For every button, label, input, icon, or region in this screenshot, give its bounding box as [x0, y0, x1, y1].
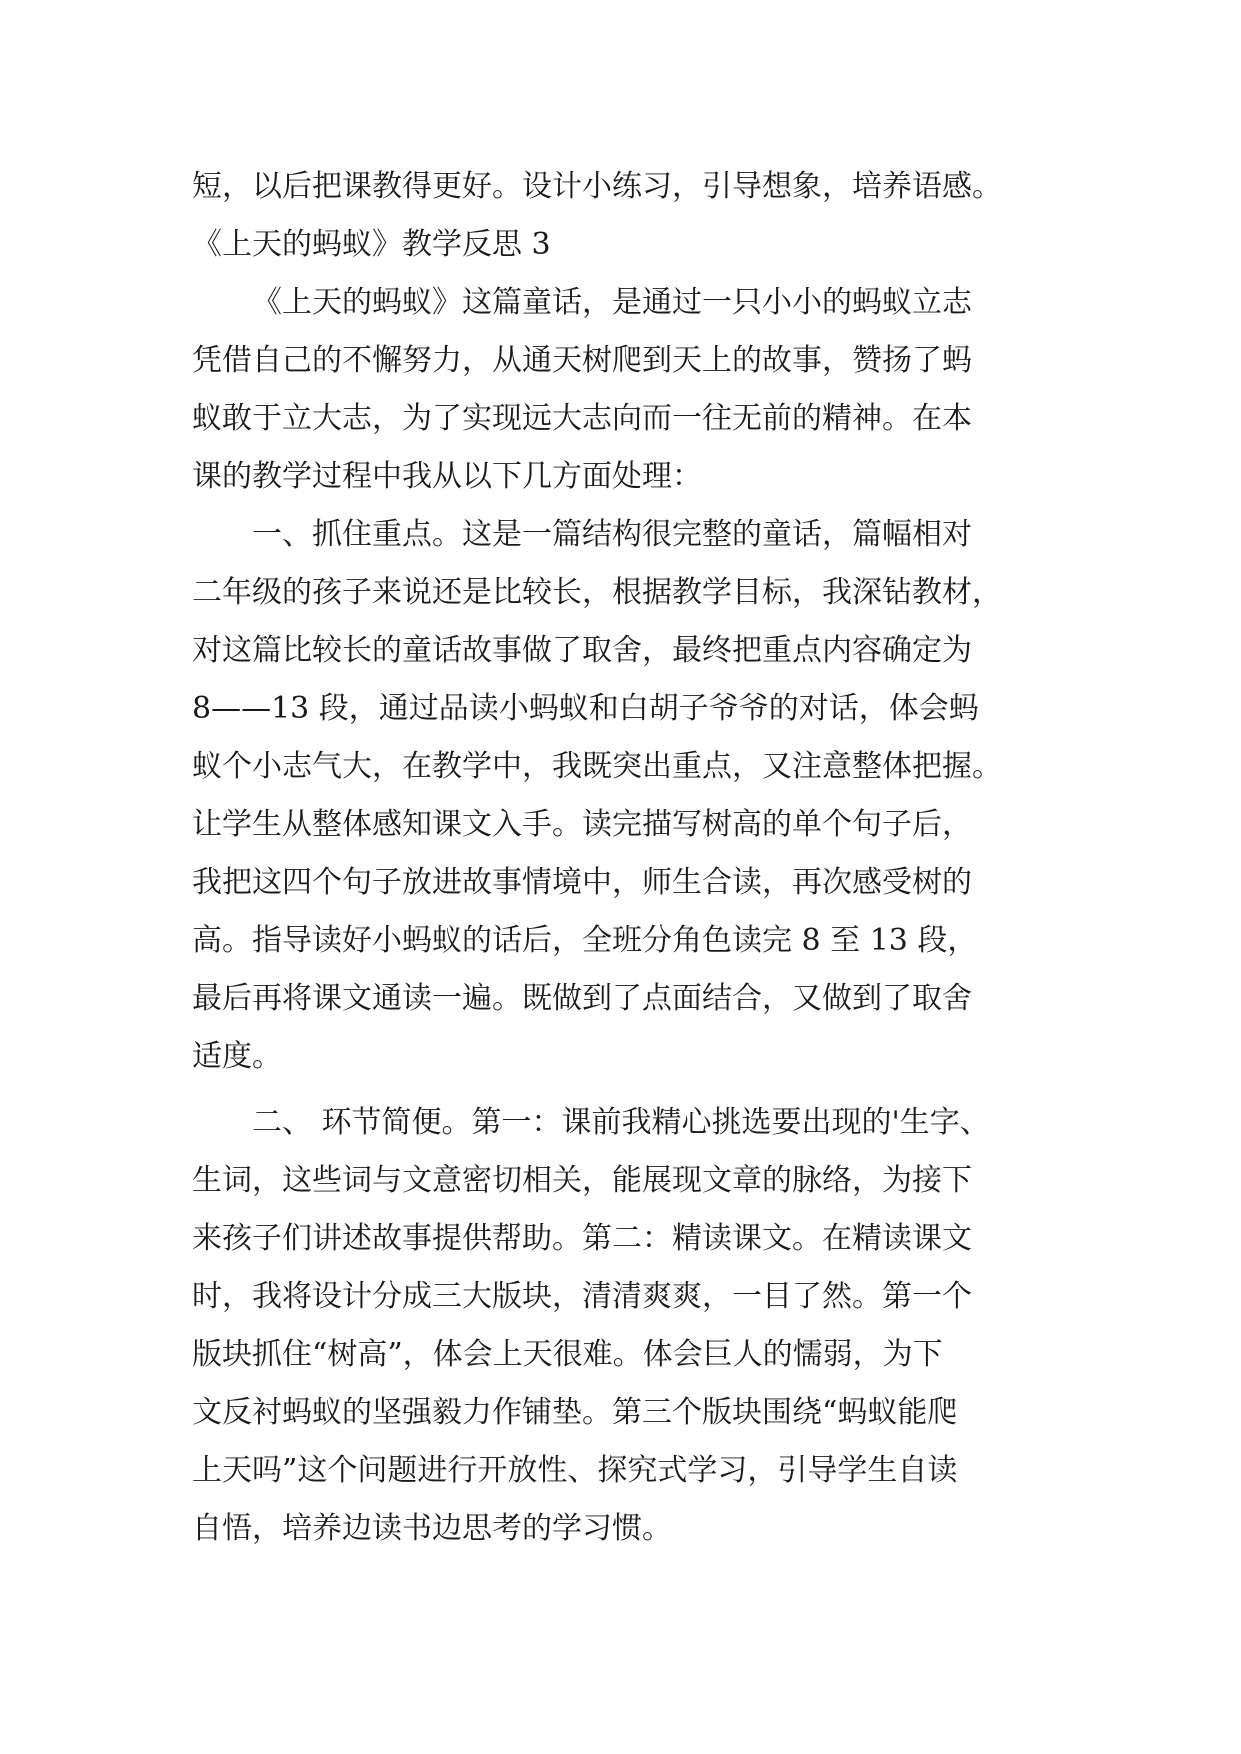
paragraph-line: 二年级的孩子来说还是比较长，根据教学目标，我深钻教材，: [192, 575, 1002, 610]
paragraph-line: 时，我将设计分成三大版块，清清爽爽，一目了然。第一个: [192, 1279, 972, 1314]
paragraph-line: 文反衬蚂蚁的坚强毅力作铺垫。第三个版块围绕“蚂蚁能爬: [192, 1395, 958, 1430]
paragraph-line: 我把这四个句子放进故事情境中，师生合读，再次感受树的: [192, 865, 972, 900]
paragraph-line: 8——13 段，通过品读小蚂蚁和白胡子爷爷的对话，体会蚂: [192, 691, 979, 726]
paragraph-line: 让学生从整体感知课文入手。读完描写树高的单个句子后，: [192, 807, 972, 842]
paragraph-line: 生词，这些词与文意密切相关，能展现文章的脉络，为接下: [192, 1163, 972, 1198]
paragraph-line: 蚁敢于立大志，为了实现远大志向而一往无前的精神。在本: [192, 401, 972, 436]
paragraph-line: 高。指导读好小蚂蚁的话后，全班分角色读完 8 至 13 段，: [192, 923, 978, 958]
paragraph-line: 一、抓住重点。这是一篇结构很完整的童话，篇幅相对: [252, 517, 972, 552]
paragraph-line: 二、 环节简便。第一：课前我精心挑选要出现的'生字、: [252, 1105, 990, 1140]
paragraph-line: 来孩子们讲述故事提供帮助。第二：精读课文。在精读课文: [192, 1221, 972, 1256]
paragraph-line: 《上天的蚂蚁》这篇童话，是通过一只小小的蚂蚁立志: [252, 285, 972, 320]
paragraph-line: 对这篇比较长的童话故事做了取舍，最终把重点内容确定为: [192, 633, 972, 668]
paragraph-line: 课的教学过程中我从以下几方面处理：: [192, 459, 702, 494]
paragraph-line: 上天吗”这个问题进行开放性、探究式学习，引导学生自读: [192, 1453, 958, 1488]
paragraph-line: 自悟，培养边读书边思考的学习惯。: [192, 1511, 672, 1546]
paragraph-line: 短，以后把课教得更好。设计小练习，引导想象，培养语感。: [192, 169, 1002, 204]
section-heading: 《上天的蚂蚁》教学反思 3: [192, 227, 551, 262]
paragraph-line: 适度。: [192, 1039, 282, 1074]
paragraph-line: 蚁个小志气大，在教学中，我既突出重点，又注意整体把握。: [192, 749, 1002, 784]
paragraph-line: 凭借自己的不懈努力，从通天树爬到天上的故事，赞扬了蚂: [192, 343, 972, 378]
document-body: [192, 158, 1052, 1558]
paragraph-line: 版块抓住“树高”，体会上天很难。体会巨人的懦弱，为下: [192, 1337, 943, 1372]
paragraph-line: 最后再将课文通读一遍。既做到了点面结合，又做到了取舍: [192, 981, 972, 1016]
